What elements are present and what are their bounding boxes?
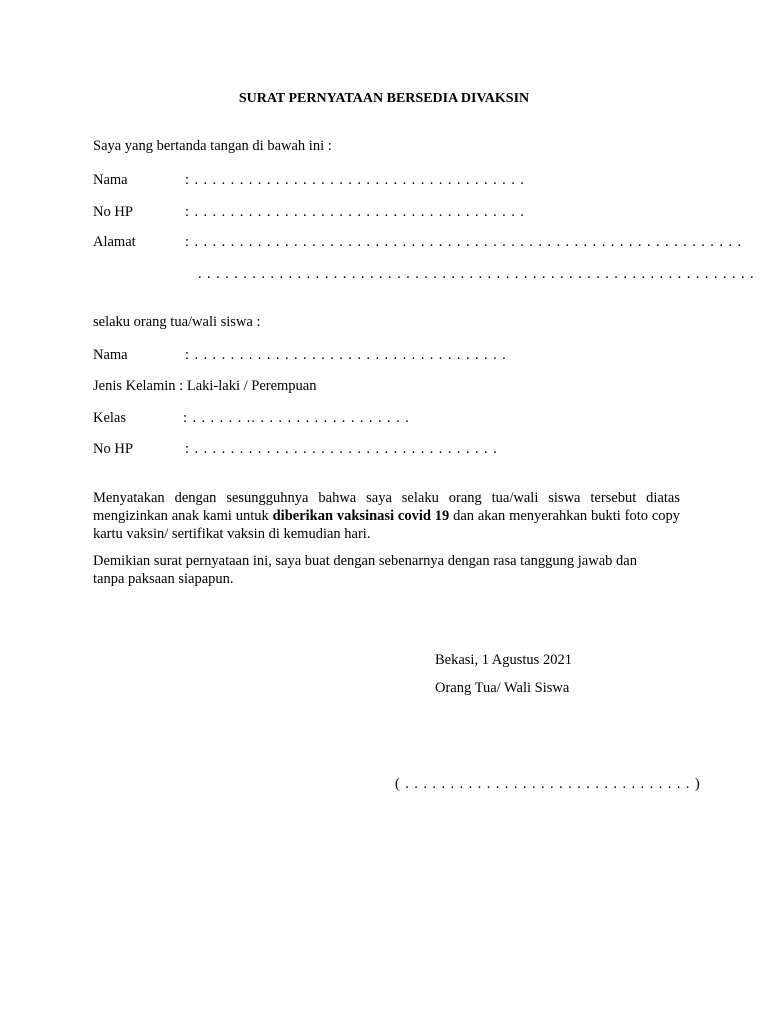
student-nohp-field: : . . . . . . . . . . . . . . . . . . . . . . . . . . . . . . . . . .: [185, 441, 498, 457]
parent-nama-field: : . . . . . . . . . . . . . . . . . . . . . . . . . . . . . . . . . . . . .: [185, 172, 525, 188]
student-kelas-field: : . . . . . . .. . . . . . . . . . . . . . . . . .: [183, 410, 410, 426]
parent-nohp-field: : . . . . . . . . . . . . . . . . . . . . . . . . . . . . . . . . . . . . .: [185, 204, 525, 220]
signer-role: Orang Tua/ Wali Siswa: [435, 680, 570, 696]
parent-nama-label: Nama: [93, 172, 128, 188]
intro-text: Saya yang bertanda tangan di bawah ini :: [93, 138, 332, 154]
signature-line: ( . . . . . . . . . . . . . . . . . . . . . . . . . . . . . . . . ): [395, 776, 701, 792]
guardian-intro: selaku orang tua/wali siswa :: [93, 314, 261, 330]
parent-alamat-field: : . . . . . . . . . . . . . . . . . . . . . . . . . . . . . . . . . . . . . . . . . . . . . . . . . . . . . . . . . . . . .: [185, 234, 742, 250]
parent-nohp-label: No HP: [93, 204, 133, 220]
closing-paragraph: Demikian surat pernyataan ini, saya buat dengan sebenarnya dengan rasa tanggung jawab dan tanpa paksaan siapapun.: [93, 553, 637, 588]
parent-alamat-field-line2: . . . . . . . . . . . . . . . . . . . . . . . . . . . . . . . . . . . . . . . . . . . . . . . . . . . . . . . . . . . . . .: [198, 266, 755, 282]
statement-bold-text: diberikan vaksinasi covid 19: [272, 508, 450, 525]
statement-text-1: Menyatakan dengan sesungguhnya bahwa saya selaku orang tua/wali siswa tersebut diatas mengizinkan anak kami untuk: [93, 490, 680, 525]
student-jenis-kelamin: Jenis Kelamin : Laki-laki / Perempuan: [93, 378, 317, 394]
statement-text-2: dan akan menyerahkan bukti foto copy kartu vaksin/ sertifikat vaksin di kemudian hari.: [93, 508, 681, 543]
document-title: SURAT PERNYATAAN BERSEDIA DIVAKSIN: [238, 91, 530, 106]
student-kelas-label: Kelas: [93, 410, 127, 426]
student-nama-label: Nama: [93, 347, 128, 363]
student-nohp-label: No HP: [93, 441, 133, 457]
student-nama-field: : . . . . . . . . . . . . . . . . . . . . . . . . . . . . . . . . . . .: [185, 347, 507, 363]
place-date: Bekasi, 1 Agustus 2021: [435, 652, 572, 668]
parent-alamat-label: Alamat: [93, 234, 136, 250]
statement-paragraph: [93, 489, 680, 543]
